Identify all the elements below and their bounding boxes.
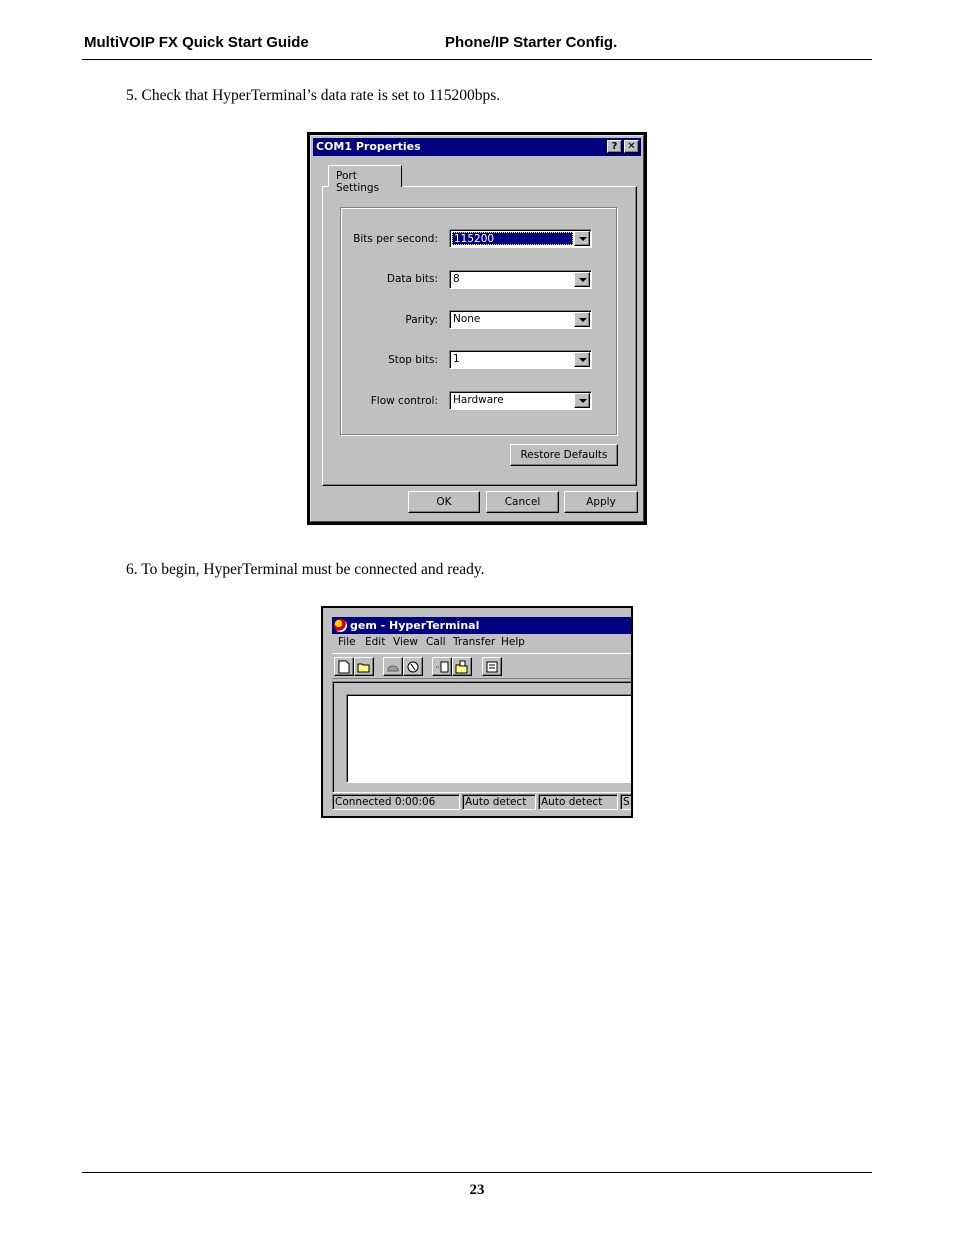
tab-label: Port Settings — [336, 170, 380, 194]
data-bits-value: 8 — [453, 273, 460, 285]
parity-label: Parity: — [405, 314, 438, 326]
menu-view[interactable]: View — [393, 636, 418, 648]
new-button[interactable] — [334, 657, 354, 676]
open-button[interactable] — [354, 657, 374, 676]
restore-defaults-button[interactable]: Restore Defaults — [510, 444, 618, 466]
flow-control-value: Hardware — [453, 394, 504, 406]
cancel-button[interactable]: Cancel — [486, 491, 559, 513]
parity-value: None — [453, 313, 481, 325]
menu-help[interactable]: Help — [501, 636, 525, 648]
receive-icon — [455, 660, 469, 674]
header-rule — [82, 59, 872, 60]
footer-rule — [82, 1172, 872, 1173]
stop-bits-select[interactable] — [449, 350, 592, 369]
dropdown-button[interactable] — [574, 393, 590, 408]
ok-button[interactable]: OK — [408, 491, 480, 513]
terminal-screen[interactable] — [346, 694, 633, 783]
stop-bits-label: Stop bits: — [388, 354, 438, 366]
flow-control-label: Flow control: — [370, 395, 438, 407]
data-bits-select[interactable] — [449, 270, 592, 289]
send-icon — [435, 660, 449, 674]
dropdown-button[interactable] — [574, 231, 590, 246]
close-icon: ✕ — [627, 141, 636, 152]
running-header-title: MultiVOIP FX Quick Start Guide — [84, 34, 309, 51]
menu-edit[interactable]: Edit — [365, 636, 386, 648]
running-header-section: Phone/IP Starter Config. — [445, 34, 618, 51]
dialog-titlebar[interactable] — [313, 138, 641, 156]
chevron-down-icon — [579, 278, 587, 282]
chevron-down-icon — [579, 399, 587, 403]
status-port-settings: Auto detect — [538, 794, 618, 810]
chevron-down-icon — [579, 358, 587, 362]
status-emulation: Auto detect — [462, 794, 536, 810]
step-6-text: 6. To begin, HyperTerminal must be connected and ready. — [126, 561, 485, 578]
bits-per-second-select[interactable] — [449, 229, 592, 248]
apply-button[interactable]: Apply — [564, 491, 638, 513]
data-bits-label: Data bits: — [386, 273, 438, 285]
menu-bar — [332, 634, 631, 653]
stop-bits-value: 1 — [453, 353, 460, 365]
new-icon — [337, 660, 351, 674]
window-title: gem - HyperTerminal — [350, 619, 480, 632]
flow-control-select[interactable] — [449, 391, 592, 410]
disconnect-button[interactable] — [383, 657, 403, 676]
bits-per-second-label: Bits per second: — [353, 233, 438, 245]
hyperterminal-app-icon[interactable] — [334, 619, 347, 632]
dialog-title: COM1 Properties — [316, 140, 421, 153]
menu-transfer[interactable]: Transfer — [453, 636, 496, 648]
menu-file[interactable]: File — [338, 636, 356, 648]
menu-call[interactable]: Call — [426, 636, 446, 648]
dial-icon — [406, 660, 420, 674]
bits-per-second-value: 115200 — [452, 232, 573, 245]
dial-button[interactable] — [403, 657, 423, 676]
properties-button[interactable] — [482, 657, 502, 676]
hyperterminal-window — [321, 606, 633, 818]
chevron-down-icon — [579, 237, 587, 241]
parity-select[interactable] — [449, 310, 592, 329]
step-5-text: 5. Check that HyperTerminal’s data rate is set to 115200bps. — [126, 87, 501, 104]
send-button[interactable] — [432, 657, 452, 676]
dropdown-button[interactable] — [574, 352, 590, 367]
com1-properties-dialog — [307, 132, 647, 525]
status-connection: Connected 0:00:06 — [332, 794, 460, 810]
hyperterminal-titlebar[interactable] — [332, 617, 631, 634]
status-scroll: S — [620, 794, 633, 810]
receive-button[interactable] — [452, 657, 472, 676]
page-number: 23 — [469, 1182, 485, 1198]
close-button[interactable] — [624, 140, 639, 153]
terminal-frame — [332, 681, 633, 793]
tab-port-settings[interactable] — [328, 165, 402, 194]
status-bar — [332, 794, 631, 810]
disconnect-icon — [386, 660, 400, 674]
toolbar — [332, 653, 631, 679]
help-button[interactable]: ? — [607, 140, 622, 153]
dropdown-button[interactable] — [574, 272, 590, 287]
dropdown-button[interactable] — [574, 312, 590, 327]
properties-icon — [485, 660, 499, 674]
open-icon — [357, 660, 371, 674]
chevron-down-icon — [579, 318, 587, 322]
